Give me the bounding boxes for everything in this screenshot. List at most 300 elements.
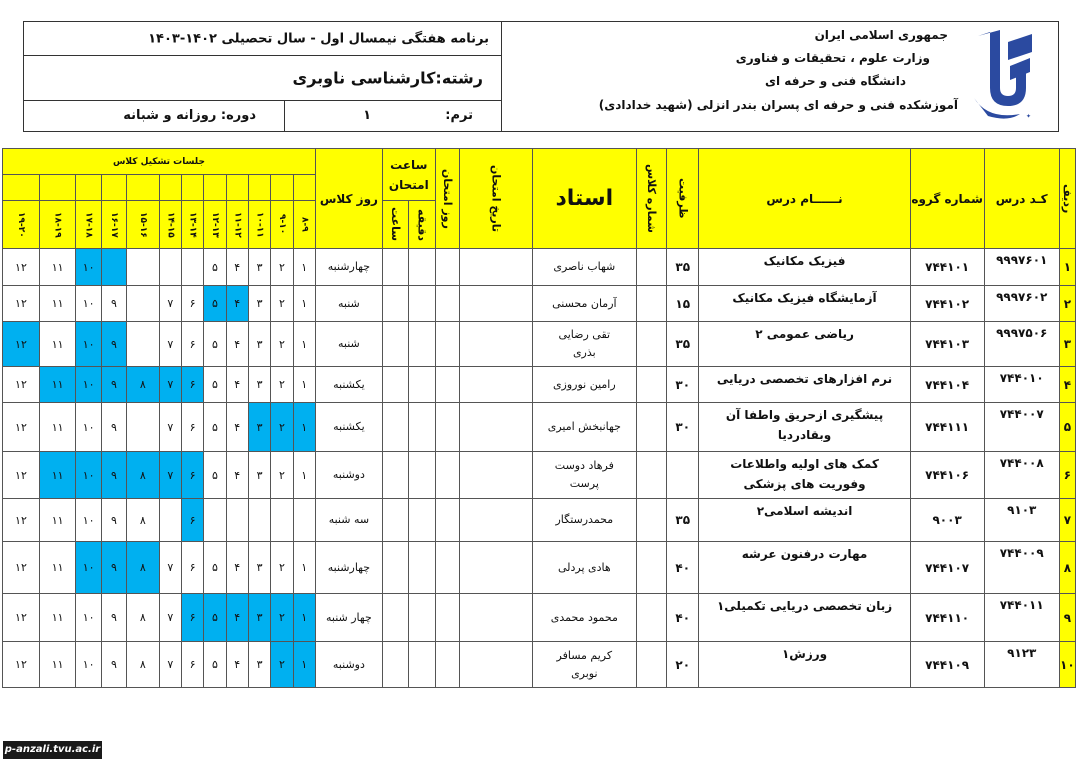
org-college: آموزشکده فنی و حرفه ای پسران بندر انزلی (شهید خدادادی) <box>598 98 958 112</box>
course-name: زبان تخصصی دریایی تکمیلی۱ <box>699 594 910 642</box>
capacity: ۳۰ <box>667 367 699 403</box>
session-slot: ۱ <box>293 322 315 367</box>
session-slot <box>127 249 159 286</box>
group-number: ۹۰۰۳ <box>910 499 984 542</box>
slot-header: ۱۴-۱۵ <box>159 201 181 249</box>
session-slot: ۸ <box>127 499 159 542</box>
course-code: ۷۴۴۰۱۱ <box>984 594 1059 642</box>
class-day: شنبه <box>315 286 382 322</box>
class-day: یکشنبه <box>315 403 382 452</box>
row-number: ۵ <box>1059 403 1075 452</box>
course-code: ۷۴۴۰۰۷ <box>984 403 1059 452</box>
capacity: ۳۵ <box>667 322 699 367</box>
exam-hour <box>382 367 408 403</box>
session-slot: ۹ <box>101 499 126 542</box>
term-label: ترم: <box>445 108 473 123</box>
slot-header: ۱۰-۱۱ <box>248 201 270 249</box>
teacher-name: فرهاد دوست پرست <box>533 452 637 499</box>
col-class-day: روز کلاس <box>315 149 382 249</box>
session-slot: ۱۰ <box>76 367 101 403</box>
session-slot: ۷ <box>159 594 181 642</box>
class-number <box>636 499 666 542</box>
exam-day <box>435 322 459 367</box>
session-slot: ۴ <box>226 367 248 403</box>
group-number: ۷۴۴۱۰۲ <box>910 286 984 322</box>
slot-header-blank <box>159 175 181 201</box>
row-number: ۹ <box>1059 594 1075 642</box>
row-number: ۳ <box>1059 322 1075 367</box>
table-row <box>3 542 1076 594</box>
teacher-name: هادی پردلی <box>533 542 637 594</box>
session-slot: ۹ <box>101 594 126 642</box>
session-slot: ۱۱ <box>39 642 76 688</box>
session-slot: ۳ <box>248 452 270 499</box>
exam-hour <box>382 642 408 688</box>
session-slot: ۳ <box>248 542 270 594</box>
row-number: ۶ <box>1059 452 1075 499</box>
class-day: دوشنبه <box>315 452 382 499</box>
session-slot: ۲ <box>271 594 293 642</box>
session-slot: ۱۱ <box>39 322 76 367</box>
course-name: اندیشه اسلامی۲ <box>699 499 910 542</box>
session-slot: ۳ <box>248 286 270 322</box>
session-slot: ۱۰ <box>76 249 101 286</box>
session-slot: ۱۱ <box>39 542 76 594</box>
exam-date <box>460 642 533 688</box>
session-slot: ۷ <box>159 367 181 403</box>
class-day: یکشنبه <box>315 367 382 403</box>
class-number <box>636 452 666 499</box>
session-slot: ۴ <box>226 286 248 322</box>
course-name: فیزیک مکانیک <box>699 249 910 286</box>
class-day: چهارشنبه <box>315 249 382 286</box>
col-exam-date: تاریخ امتحان <box>460 149 533 249</box>
session-slot: ۷ <box>159 322 181 367</box>
term-value: ۱ <box>363 108 371 123</box>
slot-header-blank <box>248 175 270 201</box>
exam-hour <box>382 542 408 594</box>
session-slot: ۱ <box>293 249 315 286</box>
class-number <box>636 322 666 367</box>
exam-date <box>460 499 533 542</box>
class-day: چهار شنبه <box>315 594 382 642</box>
session-slot: ۱۱ <box>39 367 76 403</box>
course-code: ۹۹۹۷۶۰۲ <box>984 286 1059 322</box>
course-name: مهارت درفنون عرشه <box>699 542 910 594</box>
slot-header-blank <box>76 175 101 201</box>
col-exam-time: ساعت امتحان <box>382 149 435 201</box>
session-slot: ۹ <box>101 642 126 688</box>
session-slot: ۱۱ <box>39 499 76 542</box>
exam-day <box>435 542 459 594</box>
session-slot: ۴ <box>226 594 248 642</box>
col-group-number: شماره گروه <box>910 149 984 249</box>
capacity: ۴۰ <box>667 542 699 594</box>
session-slot: ۱۱ <box>39 286 76 322</box>
session-slot <box>159 499 181 542</box>
session-slot: ۶ <box>181 499 203 542</box>
slot-header-blank <box>293 175 315 201</box>
class-number <box>636 367 666 403</box>
session-slot: ۱۲ <box>3 322 40 367</box>
session-slot: ۴ <box>226 403 248 452</box>
slot-header-blank <box>101 175 126 201</box>
col-capacity: ظرفیت <box>667 149 699 249</box>
session-slot: ۱۰ <box>76 322 101 367</box>
session-slot: ۲ <box>271 249 293 286</box>
slot-header-blank <box>39 175 76 201</box>
session-slot: ۵ <box>204 642 226 688</box>
session-slot: ۱۱ <box>39 249 76 286</box>
session-slot <box>248 499 270 542</box>
slot-header-blank <box>181 175 203 201</box>
table-row <box>3 249 1076 286</box>
session-slot: ۶ <box>181 542 203 594</box>
exam-day <box>435 403 459 452</box>
row-number: ۷ <box>1059 499 1075 542</box>
session-slot: ۲ <box>271 403 293 452</box>
class-day: شنبه <box>315 322 382 367</box>
session-slot: ۶ <box>181 594 203 642</box>
teacher-name: تقی رضایی بذری <box>533 322 637 367</box>
session-slot: ۱ <box>293 403 315 452</box>
col-minute: دقیقه <box>409 201 435 249</box>
group-number: ۷۴۴۱۰۳ <box>910 322 984 367</box>
exam-day <box>435 452 459 499</box>
site-url[interactable]: p-anzali.tvu.ac.ir <box>3 741 102 759</box>
session-slot: ۷ <box>159 542 181 594</box>
exam-date <box>460 403 533 452</box>
program-title: برنامه هفتگی نیمسال اول - سال تحصیلی ۱۴۰۲-۱۴۰۳ <box>148 31 489 46</box>
session-slot: ۱۰ <box>76 452 101 499</box>
session-slot: ۲ <box>271 542 293 594</box>
session-slot: ۸ <box>127 594 159 642</box>
org-country: جمهوری اسلامی ایران <box>814 28 948 42</box>
session-slot: ۱ <box>293 367 315 403</box>
slot-header: ۱۸-۱۹ <box>39 201 76 249</box>
exam-minute <box>409 542 435 594</box>
class-day: سه شنبه <box>315 499 382 542</box>
session-slot: ۱۲ <box>3 452 40 499</box>
class-number <box>636 642 666 688</box>
teacher-name: محمود محمدی <box>533 594 637 642</box>
page-header <box>23 21 1059 132</box>
slot-header-blank <box>271 175 293 201</box>
major-title: رشته:کارشناسی ناوبری <box>292 68 483 88</box>
session-slot: ۱۲ <box>3 367 40 403</box>
exam-date <box>460 286 533 322</box>
session-slot: ۱۰ <box>76 403 101 452</box>
session-slot: ۷ <box>159 403 181 452</box>
col-exam-day: روز امتحان <box>435 149 459 249</box>
course-code: ۹۱۰۳ <box>984 499 1059 542</box>
exam-date <box>460 452 533 499</box>
teacher-name: آرمان محسنی <box>533 286 637 322</box>
session-slot: ۶ <box>181 367 203 403</box>
session-slot: ۱۰ <box>76 594 101 642</box>
session-slot: ۱۲ <box>3 286 40 322</box>
course-name: ورزش۱ <box>699 642 910 688</box>
program-info <box>24 22 502 131</box>
org-university: دانشگاه فنی و حرفه ای <box>765 74 906 88</box>
session-slot <box>271 499 293 542</box>
teacher-name: جهانبخش امیری <box>533 403 637 452</box>
org-ministry: وزارت علوم ، تحقیقات و فناوری <box>735 51 930 65</box>
slot-header: ۱۲-۱۳ <box>204 201 226 249</box>
exam-hour <box>382 249 408 286</box>
session-slot <box>204 499 226 542</box>
session-slot: ۳ <box>248 403 270 452</box>
slot-header: ۱۷-۱۸ <box>76 201 101 249</box>
session-slot: ۲ <box>271 322 293 367</box>
session-slot: ۱۱ <box>39 594 76 642</box>
capacity: ۲۰ <box>667 642 699 688</box>
teacher-name: کریم مسافر نوبری <box>533 642 637 688</box>
slot-header: ۱۹-۲۰ <box>3 201 40 249</box>
exam-date <box>460 322 533 367</box>
session-slot <box>293 499 315 542</box>
exam-minute <box>409 322 435 367</box>
session-slot: ۳ <box>248 594 270 642</box>
col-class-number: شماره کلاس <box>636 149 666 249</box>
session-slot: ۸ <box>127 452 159 499</box>
col-hour: ساعت <box>382 201 408 249</box>
session-slot: ۱۲ <box>3 249 40 286</box>
class-number <box>636 403 666 452</box>
table-row <box>3 642 1076 688</box>
session-slot: ۱ <box>293 452 315 499</box>
row-number: ۱۰ <box>1059 642 1075 688</box>
session-slot: ۵ <box>204 594 226 642</box>
exam-day <box>435 499 459 542</box>
session-slot: ۶ <box>181 642 203 688</box>
session-slot: ۶ <box>181 403 203 452</box>
class-day: دوشنبه <box>315 642 382 688</box>
session-slot: ۹ <box>101 367 126 403</box>
session-slot <box>226 499 248 542</box>
capacity: ۳۵ <box>667 499 699 542</box>
row-number: ۱ <box>1059 249 1075 286</box>
session-slot: ۵ <box>204 452 226 499</box>
session-slot: ۱ <box>293 286 315 322</box>
capacity: ۱۵ <box>667 286 699 322</box>
class-number <box>636 249 666 286</box>
exam-minute <box>409 499 435 542</box>
table-row <box>3 403 1076 452</box>
session-slot: ۴ <box>226 249 248 286</box>
class-number <box>636 286 666 322</box>
svg-text:✦: ✦ <box>1026 113 1032 120</box>
session-slot: ۲ <box>271 642 293 688</box>
row-number: ۸ <box>1059 542 1075 594</box>
session-slot: ۱۱ <box>39 403 76 452</box>
teacher-name: شهاب ناصری <box>533 249 637 286</box>
session-slot: ۱ <box>293 642 315 688</box>
exam-day <box>435 249 459 286</box>
session-slot: ۱۲ <box>3 642 40 688</box>
organization-info <box>502 22 1058 131</box>
col-course-name: نــــــام درس <box>699 149 910 249</box>
session-slot <box>101 249 126 286</box>
table-row <box>3 452 1076 499</box>
exam-date <box>460 249 533 286</box>
course-name: نرم افزارهای تخصصی دریایی <box>699 367 910 403</box>
slot-header: ۱۶-۱۷ <box>101 201 126 249</box>
session-slot: ۵ <box>204 286 226 322</box>
session-slot: ۷ <box>159 452 181 499</box>
session-slot: ۱۰ <box>76 642 101 688</box>
group-number: ۷۴۴۱۰۹ <box>910 642 984 688</box>
exam-hour <box>382 499 408 542</box>
session-slot: ۵ <box>204 249 226 286</box>
exam-day <box>435 594 459 642</box>
capacity <box>667 452 699 499</box>
group-number: ۷۴۴۱۱۰ <box>910 594 984 642</box>
session-slot: ۴ <box>226 642 248 688</box>
session-slot: ۱۲ <box>3 542 40 594</box>
class-number <box>636 542 666 594</box>
slot-header: ۱۳-۱۴ <box>181 201 203 249</box>
course-code: ۷۴۴۰۰۸ <box>984 452 1059 499</box>
col-course-code: کـد درس <box>984 149 1059 249</box>
session-slot: ۱۰ <box>76 286 101 322</box>
session-slot: ۱۰ <box>76 542 101 594</box>
session-slot: ۵ <box>204 403 226 452</box>
period-cell <box>24 101 284 131</box>
session-slot: ۹ <box>101 286 126 322</box>
session-slot: ۹ <box>101 542 126 594</box>
session-slot: ۱ <box>293 594 315 642</box>
slot-header: ۱۵-۱۶ <box>127 201 159 249</box>
period-label: دوره: روزانه و شبانه <box>123 108 256 123</box>
teacher-name: محمدرستگار <box>533 499 637 542</box>
class-number <box>636 594 666 642</box>
row-number: ۲ <box>1059 286 1075 322</box>
exam-hour <box>382 452 408 499</box>
course-name: کمک های اولیه واطلاعات وفوریت های پزشکی <box>699 452 910 499</box>
session-slot: ۹ <box>101 452 126 499</box>
session-slot: ۴ <box>226 542 248 594</box>
exam-minute <box>409 286 435 322</box>
session-slot: ۸ <box>127 642 159 688</box>
col-teacher: استاد <box>533 149 637 249</box>
course-name: پیشگیری ازحریق واطفا آن وبقادردیا <box>699 403 910 452</box>
table-row <box>3 594 1076 642</box>
group-number: ۷۴۴۱۰۷ <box>910 542 984 594</box>
session-slot: ۱۱ <box>39 452 76 499</box>
slot-header-blank <box>127 175 159 201</box>
course-code: ۷۴۴۰۱۰ <box>984 367 1059 403</box>
course-code: ۹۹۹۷۶۰۱ <box>984 249 1059 286</box>
session-slot: ۵ <box>204 322 226 367</box>
slot-header-blank <box>3 175 40 201</box>
session-slot: ۱۲ <box>3 499 40 542</box>
tvu-logo-icon <box>968 28 1044 122</box>
session-slot: ۷ <box>159 642 181 688</box>
exam-hour <box>382 594 408 642</box>
session-slot: ۷ <box>159 286 181 322</box>
exam-hour <box>382 322 408 367</box>
session-slot <box>127 322 159 367</box>
session-slot: ۲ <box>271 286 293 322</box>
exam-day <box>435 286 459 322</box>
exam-minute <box>409 452 435 499</box>
slot-header: ۱۱-۱۲ <box>226 201 248 249</box>
exam-date <box>460 367 533 403</box>
class-day: چهارشنبه <box>315 542 382 594</box>
slot-header: ۸-۹ <box>293 201 315 249</box>
schedule-table <box>2 148 1076 691</box>
table-row <box>3 367 1076 403</box>
session-slot: ۳ <box>248 642 270 688</box>
session-slot: ۳ <box>248 322 270 367</box>
session-slot: ۸ <box>127 542 159 594</box>
session-slot: ۹ <box>101 403 126 452</box>
exam-minute <box>409 367 435 403</box>
session-slot: ۸ <box>127 367 159 403</box>
exam-minute <box>409 403 435 452</box>
row-number: ۴ <box>1059 367 1075 403</box>
exam-minute <box>409 249 435 286</box>
session-slot: ۴ <box>226 452 248 499</box>
session-slot: ۲ <box>271 452 293 499</box>
session-slot: ۲ <box>271 367 293 403</box>
session-slot <box>127 286 159 322</box>
exam-date <box>460 594 533 642</box>
term-cell <box>284 101 501 131</box>
table-row <box>3 322 1076 367</box>
slot-header: ۹-۱۰ <box>271 201 293 249</box>
table-row <box>3 499 1076 542</box>
session-slot <box>127 403 159 452</box>
session-slot: ۴ <box>226 322 248 367</box>
capacity: ۳۰ <box>667 403 699 452</box>
session-slot: ۵ <box>204 367 226 403</box>
course-name: ریاضی عمومی ۲ <box>699 322 910 367</box>
table-row <box>3 286 1076 322</box>
session-slot: ۱ <box>293 542 315 594</box>
exam-day <box>435 642 459 688</box>
group-number: ۷۴۴۱۰۶ <box>910 452 984 499</box>
exam-minute <box>409 642 435 688</box>
session-slot: ۱۲ <box>3 594 40 642</box>
session-slot: ۶ <box>181 452 203 499</box>
exam-hour <box>382 286 408 322</box>
session-slot: ۳ <box>248 367 270 403</box>
course-code: ۹۹۹۷۵۰۶ <box>984 322 1059 367</box>
slot-header-blank <box>204 175 226 201</box>
group-number: ۷۴۴۱۰۴ <box>910 367 984 403</box>
exam-hour <box>382 403 408 452</box>
capacity: ۴۰ <box>667 594 699 642</box>
group-number: ۷۴۴۱۰۱ <box>910 249 984 286</box>
session-slot: ۶ <box>181 286 203 322</box>
course-code: ۹۱۲۳ <box>984 642 1059 688</box>
exam-day <box>435 367 459 403</box>
session-slot: ۱۲ <box>3 403 40 452</box>
session-slot: ۱۰ <box>76 499 101 542</box>
exam-date <box>460 542 533 594</box>
session-slot: ۵ <box>204 542 226 594</box>
teacher-name: رامین نوروزی <box>533 367 637 403</box>
capacity: ۳۵ <box>667 249 699 286</box>
course-code: ۷۴۴۰۰۹ <box>984 542 1059 594</box>
col-row-number: ردیف <box>1059 149 1075 249</box>
session-slot <box>181 249 203 286</box>
group-number: ۷۴۴۱۱۱ <box>910 403 984 452</box>
session-slot: ۹ <box>101 322 126 367</box>
exam-minute <box>409 594 435 642</box>
